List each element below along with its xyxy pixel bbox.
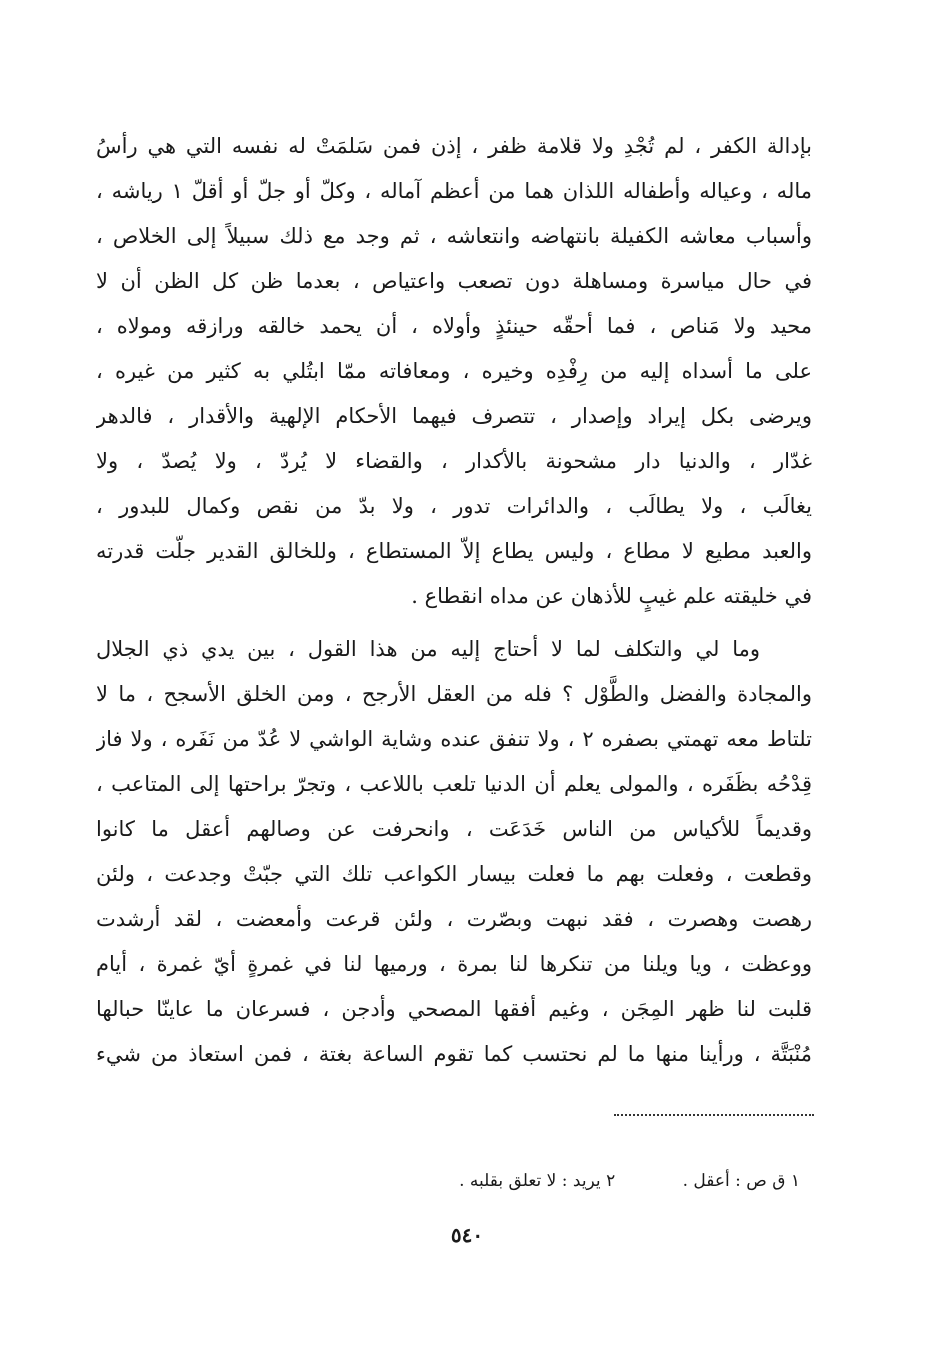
- text-line: بإدالة الكفر ، لم تُجْدِ ولا قلامة ظفر ، إذن فمن سَلمَتْ له نفسه التي هي رأسُ: [96, 134, 812, 158]
- footnotes: [300, 1164, 800, 1198]
- text-line: في حال مياسرة ومساهلة دون تصعب واعتياص ، بعدما ظن كل الظن أن لا: [96, 269, 812, 293]
- text-line: ووعظت ، ويا ويلنا من تنكرها لنا بمرة ، ورميها لنا في غمرةٍ أيّ غمرة ، أيام: [96, 952, 812, 976]
- text-line: محيد ولا مَناص ، فما أحقّه حينئذٍ وأولاه ، أن يحمد خالقه ورازقه ومولاه ،: [96, 314, 812, 338]
- text-line: ماله ، وعياله وأطفاله اللذان هما من أعظم آماله ، وكلّ أو جلّ أو أقلّ ١ رياشه ،: [96, 179, 812, 203]
- text-line: قِدْحُه بظَفَره ، والمولى يعلم أن الدنيا تلعب باللاعب ، وتجرّ براحتها إلى المتاعب ،: [96, 772, 812, 796]
- text-line: وقديماً للأكياس من الناس خَدَعَت ، وانحرفت عن وصالهم أعقل ما كانوا: [96, 817, 812, 841]
- paragraph-2: [96, 627, 812, 1077]
- text-line: غدّار ، والدنيا دار مشحونة بالأكدار ، والقضاء لا يُردّ ، ولا يُصدّ ، ولا: [96, 449, 812, 473]
- footnote-divider: [614, 1114, 814, 1116]
- text-line: وما لي والتكلف لما لا أحتاج إليه من هذا القول ، بين يدي ذي الجلال: [96, 637, 760, 661]
- text-line: رهصت وهصرت ، فقد نبهت وبصّرت ، ولئن قرعت وأمعضت ، لقد أرشدت: [96, 907, 812, 931]
- text-line: مُنْبَتَّة ، ورأينا منها ما لم نحتسب كما تقوم الساعة بغتة ، فمن استعاذ من شيء: [96, 1042, 812, 1066]
- footnote-1: ١ ق ص : أعقل .: [682, 1171, 800, 1191]
- page-number: ٥٤٠: [450, 1223, 484, 1247]
- text-line: والعبد مطيع لا مطاع ، وليس يطاع إلاّ المستطاع ، وللخالق القدير جلّت قدرته: [96, 539, 812, 563]
- footnote-2: ٢ يريد : لا تعلق بقلبه .: [459, 1171, 616, 1191]
- text-line: وقطعت ، وفعلت بهم ما فعلت بيسار الكواعب تلك التي جبّتْ وجدعت ، ولئن: [96, 862, 812, 886]
- text-line: في خليقته علم غيبٍ للأذهان عن مداه انقطاع .: [411, 584, 812, 608]
- text-line: والمجادة والفضل والطَّوْل ؟ فله من العقل الأرجح ، ومن الخلق الأسجح ، ما لا: [96, 682, 812, 706]
- paragraph-1: [96, 124, 812, 619]
- text-line: وأسباب معاشه الكفيلة بانتهاضه وانتعاشه ، ثم وجد مع ذلك سبيلاً إلى الخلاص ،: [96, 224, 812, 248]
- text-line: قلبت لنا ظهر المِجَن ، وغيم أفقها المصحي وأدجن ، فسرعان ما عاينّا حبالها: [96, 997, 812, 1021]
- text-line: تلتاط معه تهمتي بصفره ٢ ، ولا تنفق عنده وشاية الواشي لا عُدّ من نَفَره ، ولا فاز: [96, 727, 812, 751]
- text-line: يغالَب ، ولا يطالَب ، والدائرات تدور ، ولا بدّ من نقص وكمال للبدور ،: [96, 494, 812, 518]
- text-line: على ما أسداه إليه من رِفْدِه وخيره ، ومعافاته ممّا ابتُلي به كثير من غيره ،: [96, 359, 812, 383]
- text-line: ويرضى بكل إيراد وإصدار ، تتصرف فيهما الأحكام الإلهية والأقدار ، فالدهر: [96, 404, 812, 428]
